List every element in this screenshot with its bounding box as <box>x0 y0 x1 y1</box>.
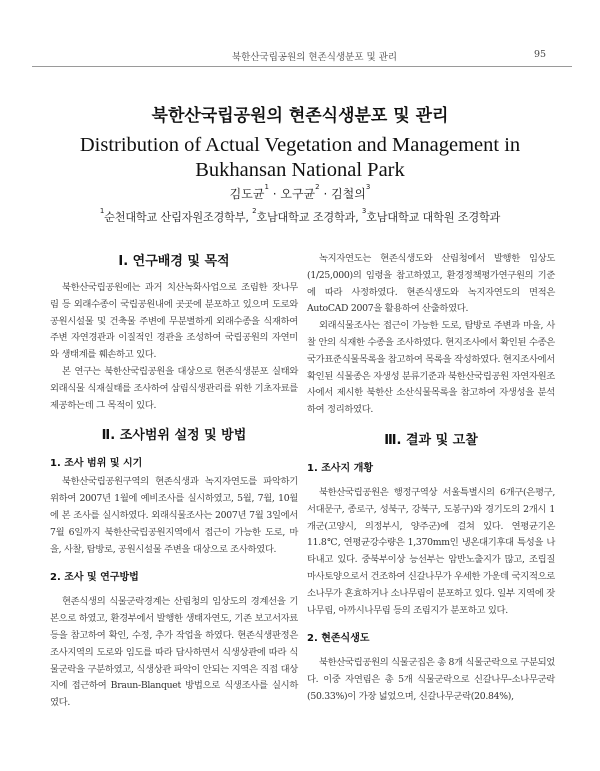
subsection-heading: 1. 조사 범위 및 시기 <box>50 458 143 470</box>
paragraph: 북한산국립공원구역의 현존식생과 녹지자연도를 파악하기 위하여 2007년 1월에 예비조사를 실시하였고, 5월, 7월, 10월에 본 조사를 실시하였다. 외래식물조사는 2007년 7월 3일에서 7월 6일까지 북한산국립공원지역에서 접근이 가능한 도로, 마을, 사찰, 탐방로, 공원시설물 주변을 대상으로 조사하였다. <box>50 476 298 555</box>
subsection-heading: 2. 현존식생도 <box>307 633 370 645</box>
author-name: 오구균 <box>280 187 316 201</box>
paragraph: 현존식생의 식물군락경계는 산림청의 임상도의 경계선을 기본으로 하였고, 환경부에서 발행한 생태자연도, 기존 보고서자료 등을 참고하여 확인, 수정, 추가 작업을 하였다. 현존식생판정은 조사지역의 도로와 임도를 따라 답사하면서 식생상관에 따라 식물군락을 구분하였고, 식생상관 파악이 안되는 지역은 직접 대상지에 접근하여 Braun-Blanquet 방법으로 식생조사를 실시하였다. <box>50 596 298 709</box>
affiliation-list <box>0 209 600 225</box>
affiliation-sup: 1 <box>99 207 105 215</box>
author-separator: · <box>268 187 281 201</box>
right-column <box>307 251 555 706</box>
section-heading-2: Ⅱ. 조사범위 설정 및 방법 <box>101 428 247 444</box>
author-name: 김도균 <box>229 187 265 201</box>
affiliation-sup: 3 <box>361 207 367 215</box>
header-rule <box>32 66 572 67</box>
paragraph: 북한산국립공원의 식물군집은 총 8개 식물군락으로 구분되었다. 이중 자연림은 총 5개 식물군락으로 신갈나무-소나무군락(50.33%)이 가장 넓었으며, 신갈나무군락(20.84%), <box>307 657 555 702</box>
paragraph: 북한산국립공원에는 과거 치산녹화사업으로 조림한 잣나무림 등 외래수종이 국립공원내에 곳곳에 분포하고 있으며 도로와 공원시설물 및 건축물 주변에 무분별하게 외래수종을 식재하여 주변 자연경관과 이질적인 경관을 조성하여 국립공원의 자연미와 생태계를 훼손하고 있다. <box>50 282 298 361</box>
paragraph: 녹지자연도는 현존식생도와 산림청에서 발행한 임상도(1/25,000)의 임령을 참고하였고, 환경정책평가연구원의 기준에 따라 사정하였다. 현존식생도와 녹지자연도의 면적은 AutoCAD 2007을 활용하여 산출하였다. <box>307 253 555 315</box>
affiliation: 호남대학교 대학원 조경학과 <box>366 211 501 224</box>
author-sup: 3 <box>365 183 371 191</box>
affiliation-separator: , <box>355 211 362 224</box>
running-head-title: 북한산국립공원의 현존식생분포 및 관리 <box>232 52 398 63</box>
author-separator: · <box>319 187 332 201</box>
title-english: Distribution of Actual Vegetation and Management in Bukhansan National Park <box>79 134 521 181</box>
affiliation-sup: 2 <box>252 207 257 215</box>
paragraph: 북한산국립공원은 행정구역상 서울특별시의 6개구(은평구, 서대문구, 종로구, 성북구, 강북구, 도봉구)와 경기도의 2개시 1개군(고양시, 의정부시, 양주군)에 걸쳐 있다. 연평균기온 11.8℃, 연평균강수량은 1,370mm인 냉온대기후대 특성을 나타내고 있다. 중북부이상 능선부는 암반노출지가 많고, 조립질 마사토양으로서 건조하여 신갈나무가 우세한 가운데 국지적으로 소나무가 혼효하거나 소나무림이 분포하고 있다. 일부 지역에 잣나무림, 아까시나무림 등의 조림지가 분포하고 있다. <box>307 486 555 616</box>
page-number: 95 <box>534 49 547 60</box>
section-heading-1: Ⅰ. 연구배경 및 목적 <box>118 254 230 269</box>
affiliation-separator: , <box>245 211 253 224</box>
author-sup: 2 <box>315 183 320 191</box>
subsection-heading: 2. 조사 및 연구방법 <box>50 572 139 584</box>
title-korean: 북한산국립공원의 현존식생분포 및 관리 <box>151 106 449 126</box>
affiliation: 호남대학교 조경학과 <box>256 211 356 224</box>
author-name: 김철의 <box>331 187 366 201</box>
paragraph: 본 연구는 북한산국립공원을 대상으로 현존식생분포 실태와 외래식물 식재실태를 조사하여 삼림식생관리를 위한 기초자료를 제공하는데 그 목적이 있다. <box>50 365 298 411</box>
affiliation: 순천대학교 산림자원조경학부 <box>104 211 246 224</box>
section-heading-3: Ⅲ. 결과 및 고찰 <box>384 432 478 448</box>
author-list <box>0 185 600 202</box>
author-sup: 1 <box>264 183 269 191</box>
subsection-heading: 1. 조사지 개황 <box>307 462 374 474</box>
left-column <box>50 250 298 712</box>
paragraph: 외래식물조사는 접근이 가능한 도로, 탐방로 주변과 마을, 사찰 안의 식재한 수종을 조사하였다. 현지조사에서 확인된 수종은 국가표준식물목록을 참고하여 목록을 작성하였다. 현지조사에서 확인된 식물종은 자생성 분류기준과 북한산국립공원 자연자원조사에서 제시한 북한산 소산식물목록을 참고하여 자생성을 분석하여 정리하였다. <box>307 320 555 416</box>
